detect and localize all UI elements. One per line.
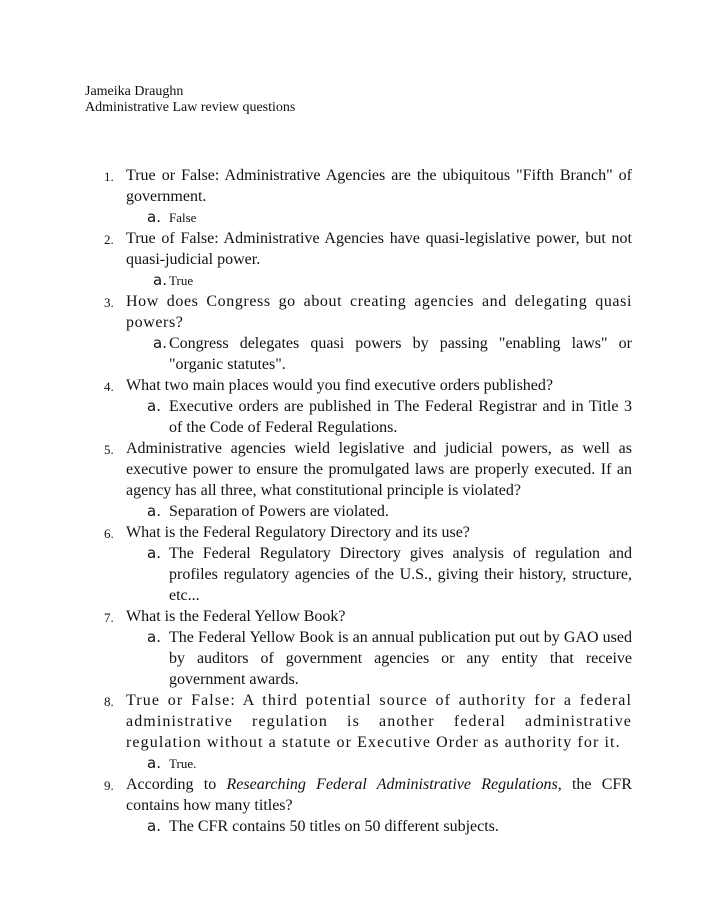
question-item [85,522,632,543]
question-number: 8. [104,694,114,709]
question-item [85,438,632,501]
question-item [85,165,632,207]
answer-text: False [169,210,197,225]
question-item [85,375,632,396]
book-title: Researching Federal Administrative Regulations [226,776,558,793]
answer-item [85,270,632,291]
answer-letter: a. [153,271,167,289]
answer-item [85,627,632,690]
answer-text: The CFR contains 50 titles on 50 different subjects. [169,818,499,835]
answer-item [85,753,632,774]
question-item [85,606,632,627]
question-item [85,690,632,753]
answer-letter: a. [147,208,161,226]
answer-letter: a. [147,817,161,835]
question-number: 5. [104,442,114,457]
question-number: 2. [104,232,114,247]
question-number: 6. [104,526,114,541]
answer-item [85,396,632,438]
answer-text: Separation of Powers are violated. [169,503,389,520]
question-number: 3. [104,295,114,310]
question-text: True of False: Administrative Agencies have quasi-legislative power, but not quasi-judicial power. [126,230,632,268]
question-text: True or False: Administrative Agencies are the ubiquitous "Fifth Branch" of government. [126,167,632,205]
answer-letter: a. [147,628,161,646]
answer-letter: a. [147,544,161,562]
question-item [85,228,632,270]
question-number: 7. [104,610,114,625]
question-text: What two main places would you find executive orders published? [126,377,553,394]
answer-text: True [169,273,194,288]
question-text-lead: According to [126,776,227,793]
question-text [126,776,632,814]
answer-text: The Federal Yellow Book is an annual publication put out by GAO used by auditors of government agencies or any entity that receive government awards. [169,629,632,688]
answer-text: True. [169,756,197,771]
question-list [85,165,632,837]
answer-item [85,333,632,375]
question-text: How does Congress go about creating agencies and delegating quasi powers? [126,293,632,331]
question-text-tail: , the CFR contains how many titles? [126,776,632,814]
question-text: True or False: A third potential source of authority for a federal administrative regulation is another federal administrative regulation without a statute or Executive Order as authority for it. [126,692,632,751]
answer-item [85,816,632,837]
answer-letter: a. [153,334,167,352]
question-text: Administrative agencies wield legislative and judicial powers, as well as executive power to ensure the promulgated laws are properly executed. If an agency has all three, what constitutional principle is violated? [126,440,632,499]
answer-text: Congress delegates quasi powers by passing "enabling laws" or "organic statutes". [169,335,632,373]
question-item [85,774,632,816]
answer-item [85,543,632,606]
answer-letter: a. [147,502,161,520]
answer-text: The Federal Regulatory Directory gives analysis of regulation and profiles regulatory agencies of the U.S., giving their history, structure, etc... [169,545,632,604]
answer-text: Executive orders are published in The Federal Registrar and in Title 3 of the Code of Federal Regulations. [169,398,632,436]
document-header [85,84,295,116]
document-subtitle: Administrative Law review questions [85,100,296,115]
question-number: 9. [104,778,114,793]
answer-letter: a. [147,397,161,415]
question-text: What is the Federal Yellow Book? [126,608,346,625]
question-number: 1. [104,169,114,184]
question-number: 4. [104,379,114,394]
author-name: Jameika Draughn [85,84,184,99]
answer-letter: a. [147,754,161,772]
answer-item [85,501,632,522]
question-item [85,291,632,333]
question-text: What is the Federal Regulatory Directory and its use? [126,524,470,541]
answer-item [85,207,632,228]
